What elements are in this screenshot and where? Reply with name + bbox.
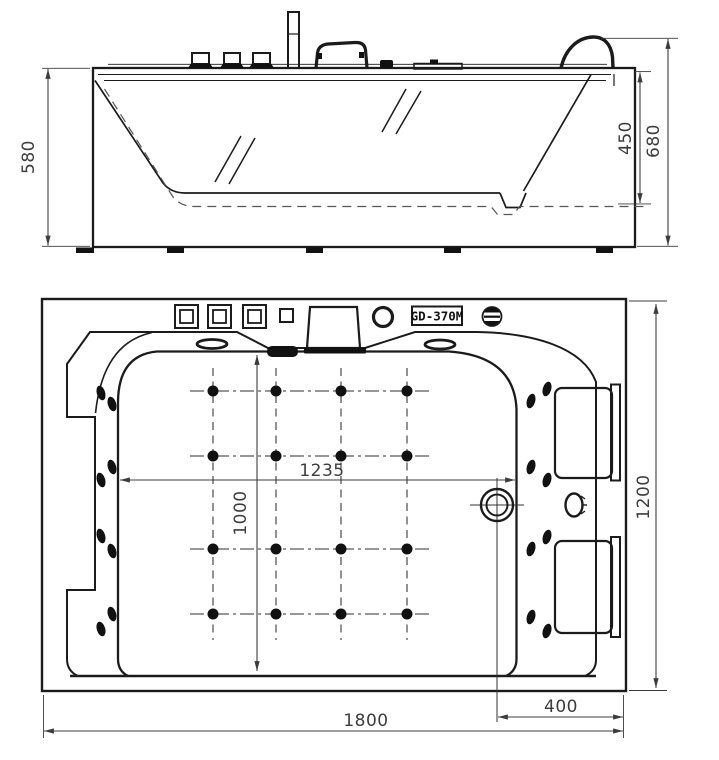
dim-label-580: 580 bbox=[19, 140, 39, 174]
floor-jet bbox=[336, 386, 347, 397]
wall-jet bbox=[525, 541, 537, 558]
tub-feet bbox=[76, 248, 613, 254]
faucet-knob bbox=[249, 53, 274, 68]
head-pillow-top bbox=[304, 307, 366, 354]
deck-grip bbox=[197, 340, 227, 349]
basin-inner-edge bbox=[118, 352, 517, 677]
headrest-profile bbox=[561, 37, 613, 68]
right-wall-jets bbox=[525, 381, 553, 640]
deck-fitting bbox=[380, 60, 393, 68]
wall-jet bbox=[541, 472, 553, 489]
wall-jet bbox=[541, 529, 553, 546]
faucet-deck bbox=[188, 12, 462, 69]
dimension-end-deck bbox=[498, 697, 623, 717]
side-elevation-view bbox=[19, 12, 678, 253]
rim-handle bbox=[267, 346, 298, 357]
dim-label-450: 450 bbox=[616, 121, 636, 155]
dim-label-1800: 1800 bbox=[343, 711, 389, 731]
wall-jet bbox=[106, 396, 118, 413]
speaker-fitting bbox=[481, 307, 503, 326]
wall-jet bbox=[525, 459, 537, 476]
floor-jet bbox=[271, 451, 282, 462]
wall-jet bbox=[525, 609, 537, 626]
jet-button bbox=[243, 305, 266, 328]
wall-jet bbox=[541, 623, 553, 640]
wall-jet bbox=[106, 606, 118, 623]
floor-jet bbox=[402, 609, 413, 620]
side-pillow-bottom bbox=[555, 537, 620, 637]
jet-button bbox=[208, 305, 231, 328]
basin-profile bbox=[95, 75, 591, 208]
wall-jet bbox=[95, 621, 107, 638]
hidden-bottom-dashed-line bbox=[105, 89, 647, 215]
floor-jet bbox=[208, 544, 219, 555]
side-pillow-top bbox=[555, 385, 620, 481]
wall-jet bbox=[106, 543, 118, 560]
floor-jet bbox=[271, 386, 282, 397]
faucet-knob bbox=[220, 53, 244, 68]
floor-jet bbox=[336, 609, 347, 620]
wall-jet bbox=[95, 528, 107, 545]
floor-jet bbox=[402, 451, 413, 462]
top-plan-view bbox=[42, 299, 667, 738]
dimension-inner-width bbox=[231, 355, 257, 671]
dim-label-680: 680 bbox=[644, 124, 664, 158]
floor-jet bbox=[208, 451, 219, 462]
floor-jet bbox=[336, 544, 347, 555]
dimension-inner-length bbox=[120, 461, 515, 481]
floor-jet bbox=[271, 544, 282, 555]
model-nameplate bbox=[411, 307, 464, 326]
model-label: GD-370M bbox=[410, 308, 464, 324]
deck-knob bbox=[566, 494, 588, 517]
floor-jet bbox=[208, 609, 219, 620]
dim-label-1200: 1200 bbox=[634, 474, 654, 520]
faucet-knob bbox=[188, 53, 213, 68]
reflection-hatch-marks bbox=[215, 89, 421, 184]
dimension-overall-height bbox=[19, 68, 90, 246]
plan-outer-outline bbox=[42, 299, 626, 691]
round-fitting bbox=[374, 308, 393, 327]
floor-jet bbox=[402, 386, 413, 397]
wall-jet bbox=[525, 393, 537, 410]
dim-label-400: 400 bbox=[544, 697, 578, 717]
jet-button bbox=[175, 305, 198, 328]
wall-jet bbox=[106, 459, 118, 476]
small-button bbox=[280, 309, 293, 322]
dim-label-1235: 1235 bbox=[299, 461, 345, 481]
jet-grid-centerlines bbox=[190, 368, 432, 640]
floor-jet bbox=[271, 609, 282, 620]
floor-jet bbox=[208, 386, 219, 397]
wall-jet bbox=[95, 385, 107, 402]
floor-jet bbox=[336, 451, 347, 462]
tub-body-outline bbox=[93, 68, 635, 247]
dimension-overall-width bbox=[629, 301, 667, 691]
wall-jet bbox=[541, 381, 553, 398]
spout bbox=[288, 12, 299, 68]
floor-jet bbox=[402, 544, 413, 555]
deck-grip bbox=[425, 340, 455, 349]
dim-label-1000: 1000 bbox=[231, 490, 251, 536]
left-wall-jets bbox=[95, 385, 118, 638]
wall-jet bbox=[95, 472, 107, 489]
